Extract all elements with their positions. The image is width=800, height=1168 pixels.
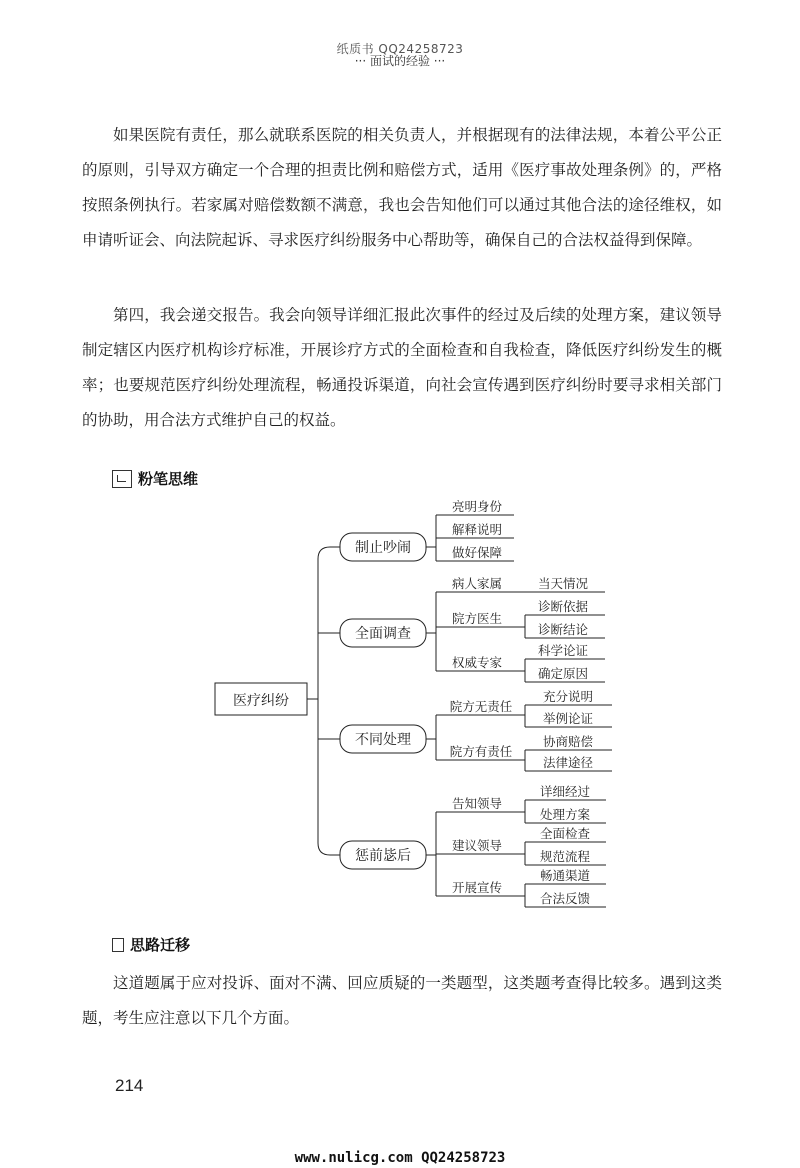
mindmap-leaf: 当天情况	[537, 576, 589, 591]
mindmap-node: 开展宣传	[451, 880, 503, 895]
mindmap-leaf: 法律途径	[542, 755, 594, 770]
mindmap-branch: 制止吵闹	[355, 540, 411, 556]
mindmap-node: 做好保障	[451, 545, 503, 560]
section-heading-transfer	[112, 934, 190, 955]
mindmap-leaf: 全面检查	[539, 826, 591, 841]
page-number: 214	[115, 1076, 144, 1095]
chart-icon	[112, 470, 132, 488]
paragraph-liability: 如果医院有责任，那么就联系医院的相关负责人，并根据现有的法律法规，本着公平公正的原则，引导双方确定一个合理的担责比例和赔偿方式，适用《医疗事故处理条例》的，严格按照条例执行。若家属对赔偿数额不满意，我也会告知他们可以通过其他合法的途径维权，如申请听证会、向法院起诉、寻求医疗纠纷服务中心帮助等，确保自己的合法权益得到保障。	[82, 126, 722, 249]
mindmap-leaf: 畅通渠道	[539, 868, 591, 883]
mindmap-leaf: 处理方案	[539, 807, 591, 822]
mindmap-root: 医疗纠纷	[233, 693, 289, 709]
mindmap-leaf: 协商赔偿	[542, 734, 594, 749]
mindmap-node: 院方医生	[451, 611, 503, 626]
mindmap-branch: 全面调查	[355, 626, 411, 642]
mindmap-leaf: 合法反馈	[539, 891, 591, 906]
mindmap-node: 院方有责任	[449, 744, 513, 759]
paragraph-report: 第四，我会递交报告。我会向领导详细汇报此次事件的经过及后续的处理方案，建议领导制定辖区内医疗机构诊疗标准，开展诊疗方式的全面检查和自我检查，降低医疗纠纷发生的概率；也要规范医疗纠纷处理流程，畅通投诉渠道，向社会宣传遇到医疗纠纷时要寻求相关部门的协助，用合法方式维护自己的权益。	[82, 306, 722, 429]
section-title: 思路迁移	[130, 936, 191, 954]
mindmap-branch: 不同处理	[355, 732, 411, 748]
mindmap-leaf: 科学论证	[537, 643, 589, 658]
mindmap-node: 病人家属	[451, 576, 503, 591]
mindmap-node: 权威专家	[451, 655, 503, 670]
mindmap-node: 建议领导	[451, 838, 503, 853]
mindmap-node: 告知领导	[451, 796, 503, 811]
mindmap-leaf: 诊断依据	[537, 599, 589, 614]
mindmap-node: 院方无责任	[449, 699, 513, 714]
mindmap-leaf: 举例论证	[542, 711, 594, 726]
mindmap-leaf: 详细经过	[539, 784, 591, 799]
mindmap-node: 解释说明	[451, 522, 503, 537]
square-icon	[112, 938, 124, 952]
mind-map	[0, 490, 800, 920]
mindmap-leaf: 规范流程	[539, 849, 591, 864]
section-title: 粉笔思维	[138, 470, 199, 488]
mindmap-leaf: 充分说明	[542, 689, 594, 704]
paragraph-transfer: 这道题属于应对投诉、面对不满、回应质疑的一类题型，这类题考查得比较多。遇到这类题，考生应注意以下几个方面。	[82, 974, 722, 1027]
watermark: 纸质书 QQ24258723	[336, 42, 464, 56]
section-heading-fenbi-thinking	[112, 468, 198, 489]
mindmap-leaf: 确定原因	[537, 666, 589, 681]
running-head: ··· 面试的经验 ···	[354, 54, 446, 68]
mindmap-node: 亮明身份	[451, 499, 503, 514]
mindmap-leaf: 诊断结论	[537, 622, 589, 637]
mindmap-branch: 惩前毖后	[355, 848, 411, 864]
footer-site: www.nulicg.com QQ24258723	[294, 1150, 506, 1166]
